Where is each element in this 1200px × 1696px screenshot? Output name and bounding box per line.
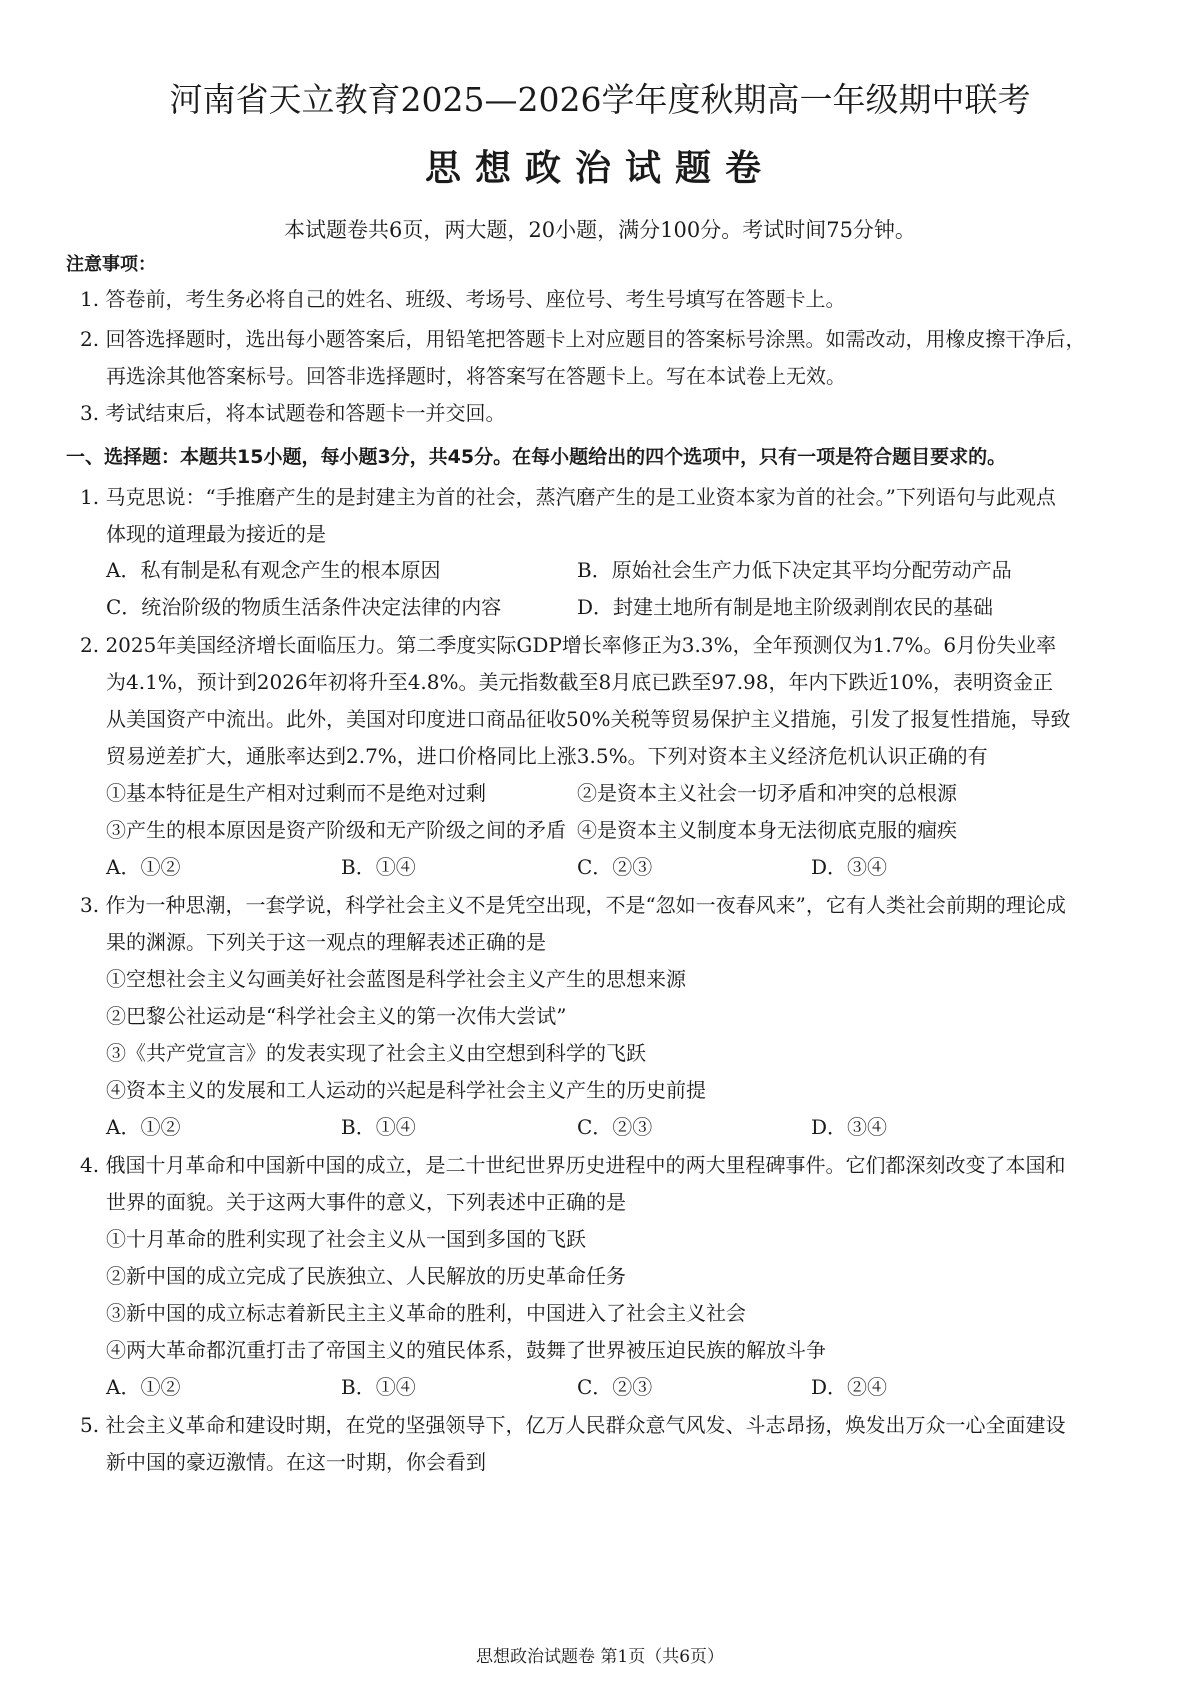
question-stem: 为4.1%，预计到2026年初将升至4.8%。美元指数截至8月底已跌至97.98，年内下跌近10%，表明资金正 [106,670,1053,694]
question-stem: 果的渊源。下列关于这一观点的理解表述正确的是 [106,930,546,954]
page-subtitle: 思想政治试题卷 [424,148,775,189]
statement: ②新中国的成立完成了民族独立、人民解放的历史革命任务 [106,1264,626,1288]
notice-item: 1. 答卷前，考生务必将自己的姓名、班级、考场号、座位号、考生号填写在答题卡上。 [80,287,846,311]
option-c: C．②③ [577,1375,653,1399]
option-a: A．①② [106,855,181,879]
section-heading: 一、选择题：本题共15小题，每小题3分，共45分。在每小题给出的四个选项中，只有一项是符合题目要求的。 [66,446,1007,468]
statement: ③新中国的成立标志着新民主主义革命的胜利，中国进入了社会主义社会 [106,1301,746,1325]
question-stem: 3. 作为一种思潮，一套学说，科学社会主义不是凭空出现，不是“忽如一夜春风来”，它有人类社会前期的理论成 [80,893,1066,917]
option-d: D．封建土地所有制是地主阶级剥削农民的基础 [577,595,994,619]
question-stem: 体现的道理最为接近的是 [106,522,326,546]
question-stem: 从美国资产中流出。此外，美国对印度进口商品征收50%关税等贸易保护主义措施，引发了报复性措施，导致 [106,707,1071,731]
statement: ④两大革命都沉重打击了帝国主义的殖民体系，鼓舞了世界被压迫民族的解放斗争 [106,1338,826,1362]
notice-item: 2. 回答选择题时，选出每小题答案后，用铅笔把答题卡上对应题目的答案标号涂黑。如需改动，用橡皮擦干净后， [80,327,1086,351]
statement: ②是资本主义社会一切矛盾和冲突的总根源 [577,781,957,805]
question-stem: 世界的面貌。关于这两大事件的意义，下列表述中正确的是 [106,1190,626,1214]
question-stem: 新中国的豪迈激情。在这一时期，你会看到 [106,1450,486,1474]
page-title: 河南省天立教育2025—2026学年度秋期高一年级期中联考 [169,80,1031,119]
option-d: D．②④ [811,1375,888,1399]
option-c: C．统治阶级的物质生活条件决定法律的内容 [106,595,502,619]
option-b: B．①④ [341,1115,416,1139]
question-stem: 5. 社会主义革命和建设时期，在党的坚强领导下，亿万人民群众意气风发、斗志昂扬，焕发出万众一心全面建设 [80,1413,1066,1437]
statement: ③《共产党宣言》的发表实现了社会主义由空想到科学的飞跃 [106,1041,646,1065]
option-b: B．①④ [341,855,416,879]
statement: ①基本特征是生产相对过剩而不是绝对过剩 [106,781,486,805]
statement: ③产生的根本原因是资产阶级和无产阶级之间的矛盾 [106,818,566,842]
statement: ①十月革命的胜利实现了社会主义从一国到多国的飞跃 [106,1227,586,1251]
statement: ④资本主义的发展和工人运动的兴起是科学社会主义产生的历史前提 [106,1078,706,1102]
question-stem: 4. 俄国十月革命和中国新中国的成立，是二十世纪世界历史进程中的两大里程碑事件。它们都深刻改变了本国和 [80,1153,1066,1177]
question-stem: 贸易逆差扩大，通胀率达到2.7%，进口价格同比上涨3.5%。下列对资本主义经济危机认识正确的有 [106,744,988,768]
option-d: D．③④ [811,1115,888,1139]
page-footer: 思想政治试题卷 第1页（共6页） [475,1647,725,1667]
option-c: C．②③ [577,855,653,879]
question-stem: 1. 马克思说：“手推磨产生的是封建主为首的社会，蒸汽磨产生的是工业资本家为首的社会。”下列语句与此观点 [80,485,1056,509]
option-c: C．②③ [577,1115,653,1139]
notice-item: 再选涂其他答案标号。回答非选择题时，将答案写在答题卡上。写在本试卷上无效。 [106,364,846,388]
option-d: D．③④ [811,855,888,879]
exam-info: 本试题卷共6页，两大题，20小题，满分100分。考试时间75分钟。 [284,218,916,242]
option-b: B．①④ [341,1375,416,1399]
notice-item: 3. 考试结束后，将本试题卷和答题卡一并交回。 [80,401,506,425]
statement: ①空想社会主义勾画美好社会蓝图是科学社会主义产生的思想来源 [106,967,686,991]
question-stem: 2. 2025年美国经济增长面临压力。第二季度实际GDP增长率修正为3.3%，全年预测仅为1.7%。6月份失业率 [80,633,1057,657]
option-a: A．①② [106,1375,181,1399]
statement: ②巴黎公社运动是“科学社会主义的第一次伟大尝试” [106,1004,567,1028]
option-b: B．原始社会生产力低下决定其平均分配劳动产品 [577,558,1012,582]
option-a: A．①② [106,1115,181,1139]
statement: ④是资本主义制度本身无法彻底克服的痼疾 [577,818,957,842]
option-a: A．私有制是私有观念产生的根本原因 [106,558,441,582]
notice-heading: 注意事项： [66,254,156,275]
